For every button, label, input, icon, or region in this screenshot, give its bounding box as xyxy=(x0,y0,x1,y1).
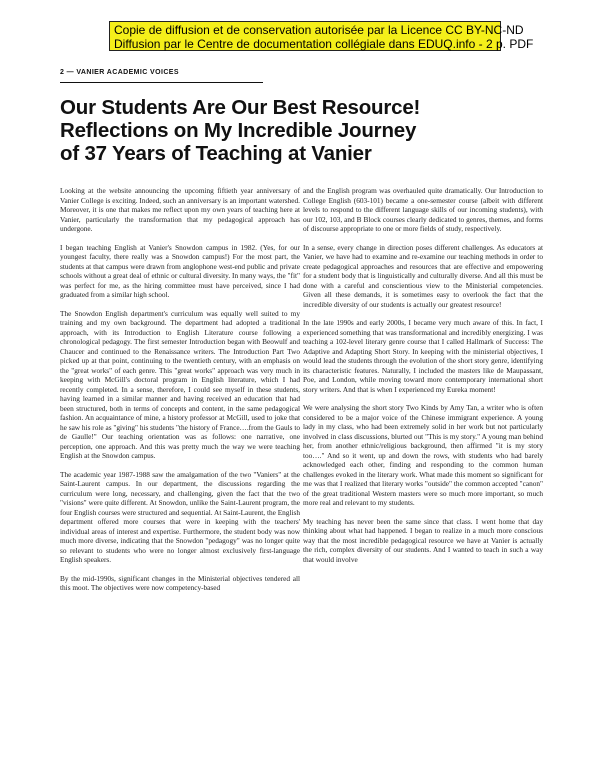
paragraph: Looking at the website announcing the upcoming fiftieth year anniversary of Vanier College is exciting. Indeed, such an anniversary is an important watershed. Moreover, it is one that makes me reflect upon my own years of teaching here at Vanier, particularly the transformation that my pedagogical approach has undergone. xyxy=(60,186,300,233)
license-notice xyxy=(109,21,534,51)
paragraph: I began teaching English at Vanier's Snowdon campus in 1982. (Yes, for our youngest faculty, there really was a Snowdon campus!) For the most part, the students at that campus were drawn from anglophone west-end public and private schools without a great deal of ethnic or cultural diversity. In many ways, the "fit" was perfect for me, as the hiring committee must have perceived, since I had graduated from a similar high school. xyxy=(60,242,300,299)
header-rule xyxy=(60,82,263,83)
left-column xyxy=(60,186,300,602)
paragraph: The academic year 1987-1988 saw the amalgamation of the two "Vaniers" at the Saint-Laurent campus. In our department, the discussions regarding the curriculum were long, necessary, and challenging, given the fact that the two "visions" were quite different. At Snowdon, unlike the Saint-Laurent program, the four English courses were structured and sequential. At Saint-Laurent, the English department offered more courses that were in keeping with the teachers' individual areas of interest and expertise. Furthermore, the student body was now much more diverse, indicating that the Snowdon "pedagogy" was no longer quite so relevant to students who were no longer almost exclusively first-language English speakers. xyxy=(60,469,300,564)
title-line-1: Our Students Are Our Best Resource! xyxy=(60,96,421,119)
title-line-3: of 37 Years of Teaching at Vanier xyxy=(60,142,372,165)
paragraph: and the English program was overhauled quite dramatically. Our Introduction to College English (603-101) became a one-semester course (albeit with different levels to respond to the different language skills of our incoming students), with our 102, 103, and B Block courses clearly dedicated to genres, themes, and forms of discourse appropriate to one or more fields of study, respectively. xyxy=(303,186,543,233)
title-line-2: Reflections on My Incredible Journey xyxy=(60,119,417,142)
right-column xyxy=(303,186,543,573)
license-line-1: Copie de diffusion et de conservation autorisée par la Licence CC BY-NC-ND xyxy=(114,23,524,37)
paragraph: By the mid-1990s, significant changes in the Ministerial objectives tendered all this moot. The objectives were now competency-based xyxy=(60,573,300,592)
paragraph: We were analysing the short story Two Kinds by Amy Tan, a writer who is often considered to be a major voice of the Chinese immigrant experience. A young lady in my class, who had been extremely solid in her work but not particularly involved in class discussions, blurted out "This is my story." A young man behind her, from another ethnic/religious background, then affirmed "it is my story too…." And so it went, up and down the rows, with students who had barely acknowledged each other, finding and responding to the common human challenges evoked in the literary work. What made this moment so significant for me was that I realized that literary works "outside" the common accepted "canon" of the great traditional Western masters were so much more important, so much more real and relevant to my students. xyxy=(303,403,543,507)
paragraph: My teaching has never been the same since that class. I went home that day thinking about what had happened. I began to realize in a much more conscious way that the most incredible pedagogical resource we have at Vanier is actually the rich, complex diversity of our students. And I wanted to teach in such a way that would involve xyxy=(303,516,543,564)
article-title xyxy=(60,96,550,165)
license-line-2: Diffusion par le Centre de documentation collégiale dans EDUQ.info - 2 p. PDF xyxy=(114,37,534,51)
paragraph: In the late 1990s and early 2000s, I became very much aware of this. In fact, I experienced something that was transformational and incredibly energizing. I was teaching a 102-level literary genre course that I called Hallmark of Success: The Adaptive and Adapting Short Story. In keeping with the ministerial objectives, I would lead the students through the evolution of the short story genre, identifying its characteristic features. Naturally, I included the masters like de Maupassant, Poe, and London, while moving toward more contemporary international short story writers. And that is when I experienced my Eureka moment! xyxy=(303,318,543,394)
running-head: 2 — VANIER ACADEMIC VOICES xyxy=(60,69,179,76)
paragraph: The Snowdon English department's curriculum was equally well suited to my training and my own background. The department had adopted a traditional approach, with its Introduction to English Literature course following a chronological pedagogy. The first semester Introduction began with Beowulf and Chaucer and continued to the Renaissance writers. The Introduction Part Two picked up at that point, continuing to the twentieth century, with an emphasis on the "great works" of each genre. This "great works" approach was very much in keeping with McGill's doctoral program in English literature, which I had recently completed. In a sense, therefore, I could see myself in these students, having learned in a similar manner and having received an education that had been structured, both in terms of concepts and content, in the same pedagogical fashion. An acquaintance of mine, a history professor at McGill, used to joke that he saw his role as "giving" his students "the history of France….from the Gauls to de Gaulle!" Our teaching orientation was as follows: one narrative, one perception, one approach. And this was pretty much the way we were teaching English at the Snowdon campus. xyxy=(60,308,300,460)
paragraph: In a sense, every change in direction poses different challenges. As educators at Vanier, we have had to examine and re-examine our teaching methods in order to create pedagogical approaches and resources that are effective and empowering for a student body that is linguistically and culturally diverse. And all this must be done with a careful and conscientious view to the Ministerial competencies. Given all these demands, it is sometimes easy to overlook the fact that the incredible diversity of our students is actually our greatest resource! xyxy=(303,242,543,309)
